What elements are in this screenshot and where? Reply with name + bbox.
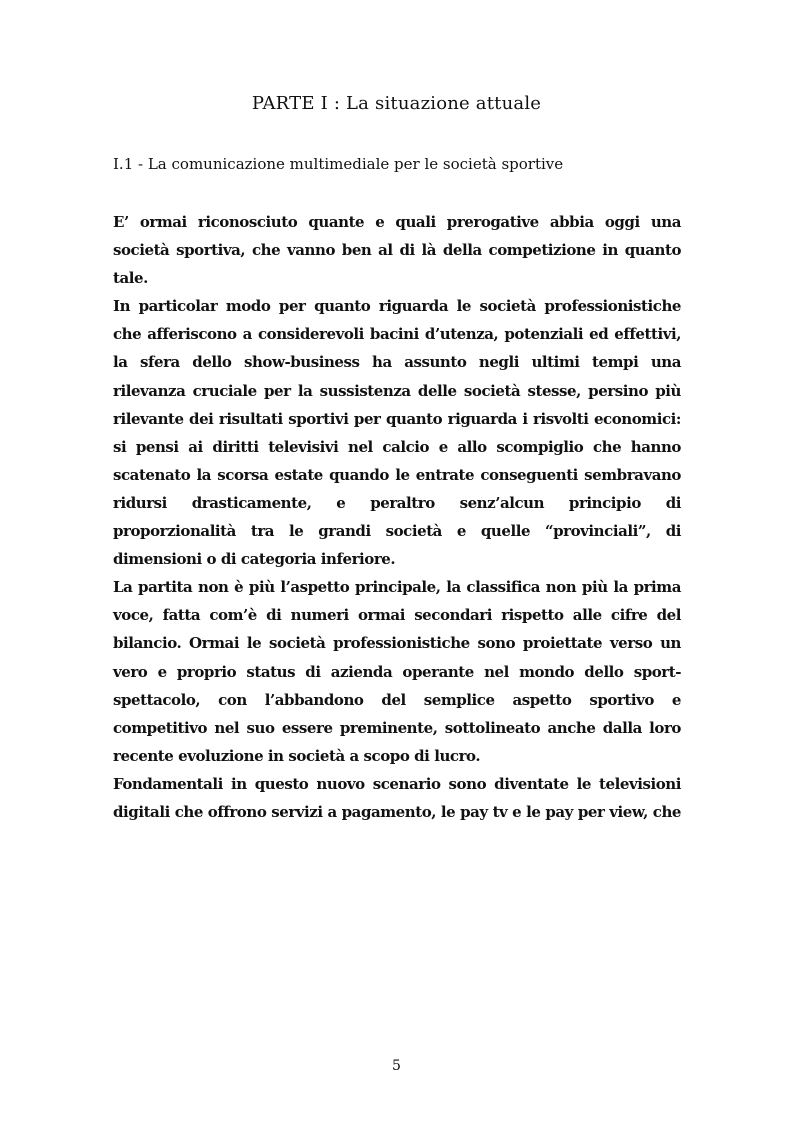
part-title: PARTE I : La situazione attuale (251, 93, 542, 114)
body-text (113, 208, 681, 826)
paragraph: Fondamentali in questo nuovo scenario sono diventate le televisioni digitali che offrono servizi a pagamento, le pay tv e le pay per view, che (113, 774, 681, 821)
paragraph: In particolar modo per quanto riguarda le società professionistiche che afferiscono a considerevoli bacini d’utenza, potenziali ed effettivi, la sfera dello show-business ha assunto negli ultimi tempi una rilevanza cruciale per la sussistenza delle società stesse, persino più rilevante dei risultati sportivi per quanto riguarda i risvolti economici: si pensi ai diritti televisivi nel calcio e allo scompiglio che hanno scatenato la scorsa estate quando le entrate conseguenti sembravano ridursi drasticamente, e peraltro senz’alcun principio di proporzionalità tra le grandi società e quelle “provinciali”, di dimensioni o di categoria inferiore. (113, 297, 681, 569)
section-heading: I.1 - La comunicazione multimediale per le società sportive (113, 155, 564, 173)
paragraph: E’ ormai riconosciuto quante e quali prerogative abbia oggi una società sportiva, che vanno ben al di là della competizione in quanto tale. (113, 213, 681, 288)
paragraph: La partita non è più l’aspetto principale, la classifica non più la prima voce, fatta com’è di numeri ormai secondari rispetto alle cifre del bilancio. Ormai le società professionistiche sono proiettate verso un vero e proprio status di azienda operante nel mondo dello sport-spettacolo, con l’abbandono del semplice aspetto sportivo e competitivo nel suo essere preminente, sottolineato anche dalla loro recente evoluzione in società a scopo di lucro. (113, 578, 681, 765)
page-number: 5 (392, 1058, 401, 1074)
